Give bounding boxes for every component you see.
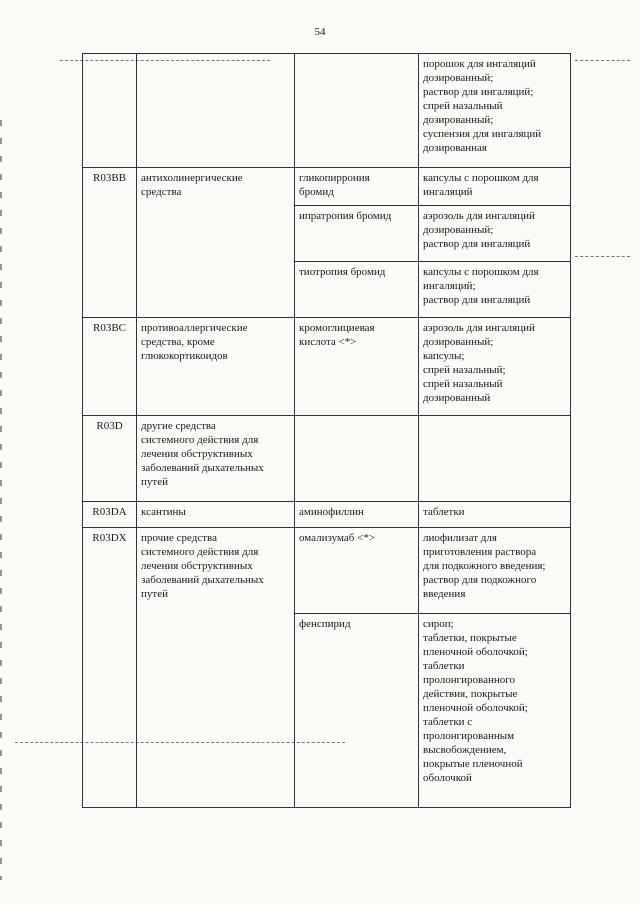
form-line: раствор для ингаляций bbox=[423, 294, 531, 306]
form-line: пролонгированного bbox=[423, 674, 515, 686]
group-line: путей bbox=[141, 588, 168, 600]
forms-cell bbox=[419, 206, 571, 262]
group-line: прочие средства bbox=[141, 532, 217, 544]
group-line: лечения обструктивных bbox=[141, 560, 253, 572]
substance-cell bbox=[295, 318, 419, 416]
group-line: противоаллергические bbox=[141, 322, 248, 334]
form-line: сироп; bbox=[423, 618, 454, 630]
group-line: антихолинергические bbox=[141, 172, 243, 184]
form-line: для подкожного введения; bbox=[423, 560, 546, 572]
form-line: порошок для ингаляций bbox=[423, 58, 536, 70]
scan-edge-marks bbox=[0, 120, 2, 880]
code-cell: R03DX bbox=[83, 528, 137, 808]
substance-line: гликопиррония bbox=[299, 172, 370, 184]
group-line: средства, кроме bbox=[141, 336, 215, 348]
substance-line: кромоглициевая bbox=[299, 322, 375, 334]
substance-cell bbox=[295, 416, 419, 502]
form-line: дозированный bbox=[423, 392, 491, 404]
form-line: лиофилизат для bbox=[423, 532, 497, 544]
substance-cell bbox=[295, 614, 419, 808]
substance-line: кислота <*> bbox=[299, 336, 357, 348]
group-line: средства bbox=[141, 186, 182, 198]
group-line: путей bbox=[141, 476, 168, 488]
group-cell bbox=[137, 416, 295, 502]
table-row bbox=[83, 528, 571, 614]
table-row bbox=[83, 168, 571, 206]
group-cell bbox=[137, 502, 295, 528]
group-line: заболеваний дыхательных bbox=[141, 574, 264, 586]
group-line: лечения обструктивных bbox=[141, 448, 253, 460]
substance-line: бромид bbox=[299, 186, 334, 198]
form-line: введения bbox=[423, 588, 466, 600]
form-line: приготовления раствора bbox=[423, 546, 537, 558]
substance-cell bbox=[295, 168, 419, 206]
substance-cell bbox=[295, 206, 419, 262]
form-line: спрей назальный bbox=[423, 100, 503, 112]
scan-dash-mid-right bbox=[575, 256, 630, 257]
scan-dash-top-right bbox=[575, 60, 630, 61]
form-line: дозированный; bbox=[423, 114, 494, 126]
form-line: раствор для ингаляций bbox=[423, 238, 531, 250]
group-cell bbox=[137, 54, 295, 168]
group-line: системного действия для bbox=[141, 434, 259, 446]
form-line: раствор для ингаляций; bbox=[423, 86, 534, 98]
table-row bbox=[83, 502, 571, 528]
substance-cell bbox=[295, 502, 419, 528]
form-line: дозированная bbox=[423, 142, 487, 154]
code-cell: R03BC bbox=[83, 318, 137, 416]
form-line: таблетки с bbox=[423, 716, 473, 728]
forms-cell bbox=[419, 416, 571, 502]
group-line: глюкокортикоидов bbox=[141, 350, 228, 362]
substance-line: ипратропия бромид bbox=[299, 210, 392, 222]
forms-cell bbox=[419, 262, 571, 318]
form-line: ингаляций bbox=[423, 186, 473, 198]
forms-cell bbox=[419, 318, 571, 416]
form-line: ингаляций; bbox=[423, 280, 476, 292]
code-cell: R03BB bbox=[83, 168, 137, 318]
form-line: пролонгированным bbox=[423, 730, 515, 742]
code-cell: R03D bbox=[83, 416, 137, 502]
form-line: покрытые пленочной bbox=[423, 758, 523, 770]
form-line: пленочной оболочкой; bbox=[423, 702, 528, 714]
substance-line: аминофиллин bbox=[299, 506, 364, 518]
table-row bbox=[83, 54, 571, 168]
form-line: капсулы; bbox=[423, 350, 465, 362]
substance-line: тиотропия бромид bbox=[299, 266, 386, 278]
substance-cell bbox=[295, 54, 419, 168]
form-line: аэрозоль для ингаляций bbox=[423, 210, 535, 222]
group-line: другие средства bbox=[141, 420, 216, 432]
code-cell: R03DA bbox=[83, 502, 137, 528]
drug-table bbox=[82, 53, 571, 808]
form-line: высвобождением, bbox=[423, 744, 507, 756]
form-line: действия, покрытые bbox=[423, 688, 518, 700]
forms-cell bbox=[419, 502, 571, 528]
group-line: системного действия для bbox=[141, 546, 259, 558]
form-line: капсулы с порошком для bbox=[423, 266, 539, 278]
group-line: заболеваний дыхательных bbox=[141, 462, 264, 474]
forms-cell bbox=[419, 614, 571, 808]
substance-line: омализумаб <*> bbox=[299, 532, 376, 544]
group-cell bbox=[137, 528, 295, 808]
form-line: суспензия для ингаляций bbox=[423, 128, 542, 140]
form-line: таблетки, покрытые bbox=[423, 632, 517, 644]
form-line: спрей назальный bbox=[423, 378, 503, 390]
form-line: таблетки bbox=[423, 660, 465, 672]
group-line: ксантины bbox=[141, 506, 186, 518]
group-cell bbox=[137, 168, 295, 318]
form-line: раствор для подкожного bbox=[423, 574, 537, 586]
form-line: спрей назальный; bbox=[423, 364, 506, 376]
form-line: дозированный; bbox=[423, 224, 494, 236]
table-row bbox=[83, 318, 571, 416]
substance-cell bbox=[295, 528, 419, 614]
form-line: дозированный; bbox=[423, 72, 494, 84]
form-line: таблетки bbox=[423, 506, 465, 518]
forms-cell bbox=[419, 54, 571, 168]
table-row bbox=[83, 416, 571, 502]
group-cell bbox=[137, 318, 295, 416]
forms-cell bbox=[419, 168, 571, 206]
page-number: 54 bbox=[314, 26, 326, 38]
substance-cell bbox=[295, 262, 419, 318]
form-line: дозированный; bbox=[423, 336, 494, 348]
form-line: пленочной оболочкой; bbox=[423, 646, 528, 658]
form-line: аэрозоль для ингаляций bbox=[423, 322, 535, 334]
forms-cell bbox=[419, 528, 571, 614]
substance-line: фенспирид bbox=[299, 618, 351, 630]
code-cell bbox=[83, 54, 137, 168]
form-line: капсулы с порошком для bbox=[423, 172, 539, 184]
form-line: оболочкой bbox=[423, 772, 472, 784]
